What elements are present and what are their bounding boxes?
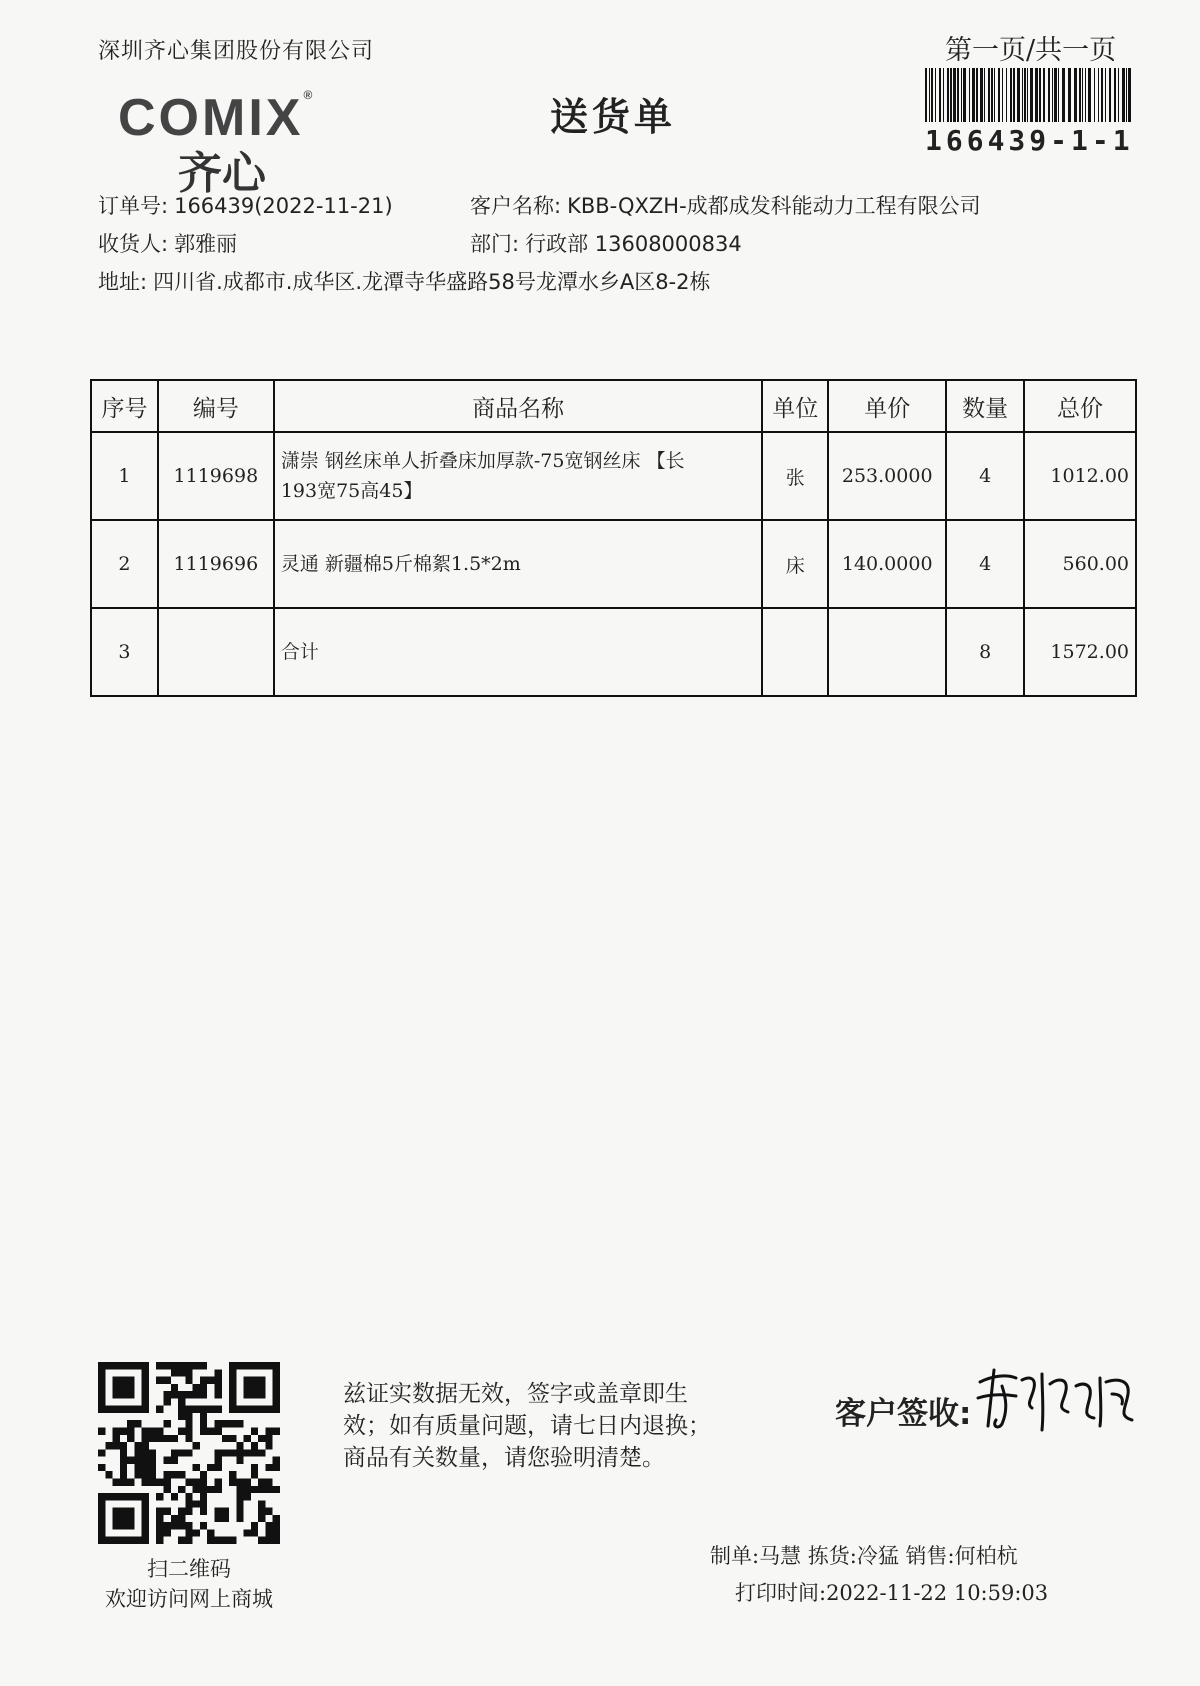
- page-indicator: 第一页/共一页: [945, 35, 1117, 66]
- name-line2: 193宽75高45】: [280, 480, 423, 502]
- dept-value: 行政部 13608000834: [525, 232, 742, 256]
- items-table: [90, 379, 1137, 697]
- cell-qty: 8: [946, 608, 1024, 696]
- cell-total: 1012.00: [1024, 432, 1136, 520]
- handwritten-signature: [972, 1364, 1142, 1436]
- print-time: 打印时间:2022-11-22 10:59:03: [735, 1581, 1049, 1605]
- dept-label: 部门:: [470, 232, 520, 256]
- signature-label: 客户签收:: [835, 1396, 972, 1432]
- col-header-unit: 单位: [762, 380, 828, 432]
- cell-code: [158, 608, 274, 696]
- cell-code: 1119698: [158, 432, 274, 520]
- cell-unit: 床: [762, 520, 828, 608]
- comix-logo: COMIX®: [118, 88, 316, 147]
- notice-line2: 效；如有质量问题，请七日内退换；: [343, 1413, 711, 1439]
- qr-caption: [82, 1554, 296, 1614]
- logo-text-en: COMIX: [118, 89, 304, 147]
- name-line1: 灵通 新疆棉5斤棉絮1.5*2m: [280, 553, 521, 575]
- customer-value: KBB-QXZH-成都成发科能动力工程有限公司: [567, 194, 981, 218]
- table-row: [91, 520, 1136, 608]
- company-name: 深圳齐心集团股份有限公司: [98, 39, 375, 64]
- col-header-price: 单价: [828, 380, 946, 432]
- cell-seq: 2: [91, 520, 158, 608]
- cell-name: [274, 432, 763, 520]
- col-header-total: 总价: [1024, 380, 1136, 432]
- cell-total: 1572.00: [1024, 608, 1136, 696]
- col-header-name: 商品名称: [274, 380, 763, 432]
- col-header-code: 编号: [158, 380, 274, 432]
- logo-text-cn: 齐心: [178, 148, 266, 199]
- qr-caption-line1: 扫二维码: [147, 1557, 231, 1581]
- receiver: [98, 228, 237, 258]
- barcode-number: 166439-1-1: [925, 124, 1134, 157]
- notice-text: [343, 1378, 743, 1474]
- col-header-qty: 数量: [946, 380, 1024, 432]
- table-row-total: [91, 608, 1136, 696]
- cell-seq: 1: [91, 432, 158, 520]
- cell-price: [828, 608, 946, 696]
- customer-name: [470, 190, 981, 220]
- department: [470, 228, 742, 258]
- order-no: [98, 190, 393, 220]
- cell-total: 560.00: [1024, 520, 1136, 608]
- cell-seq: 3: [91, 608, 158, 696]
- notice-line3: 商品有关数量，请您验明清楚。: [343, 1445, 665, 1471]
- cell-code: 1119696: [158, 520, 274, 608]
- cell-name: [274, 608, 763, 696]
- col-header-seq: 序号: [91, 380, 158, 432]
- order-no-label: 订单号:: [98, 194, 169, 218]
- cell-unit: 张: [762, 432, 828, 520]
- qr-code: [98, 1362, 280, 1544]
- cell-qty: 4: [946, 432, 1024, 520]
- address: [98, 266, 711, 296]
- order-no-value: 166439(2022-11-21): [174, 194, 393, 218]
- customer-label: 客户名称:: [470, 194, 562, 218]
- qr-caption-line2: 欢迎访问网上商城: [105, 1587, 273, 1611]
- address-value: 四川省.成都市.成华区.龙潭寺华盛路58号龙潭水乡A区8-2栋: [153, 270, 711, 294]
- notice-line1: 兹证实数据无效，签字或盖章即生: [343, 1381, 688, 1407]
- cell-name: [274, 520, 763, 608]
- cell-price: 140.0000: [828, 520, 946, 608]
- document-title: 送货单: [550, 95, 677, 139]
- cell-qty: 4: [946, 520, 1024, 608]
- barcode: [925, 68, 1135, 122]
- table-header-row: [91, 380, 1136, 432]
- table-row: [91, 432, 1136, 520]
- cell-unit: [762, 608, 828, 696]
- name-line1: 潇崇 钢丝床单人折叠床加厚款-75宽钢丝床 【长: [280, 450, 685, 472]
- address-label: 地址:: [98, 270, 148, 294]
- staff-line: 制单:马慧 拣货:冷猛 销售:何柏杭: [710, 1544, 1018, 1568]
- receiver-label: 收货人:: [98, 232, 169, 256]
- name-line1: 合计: [280, 641, 319, 663]
- cell-price: 253.0000: [828, 432, 946, 520]
- receiver-value: 郭雅丽: [174, 232, 238, 256]
